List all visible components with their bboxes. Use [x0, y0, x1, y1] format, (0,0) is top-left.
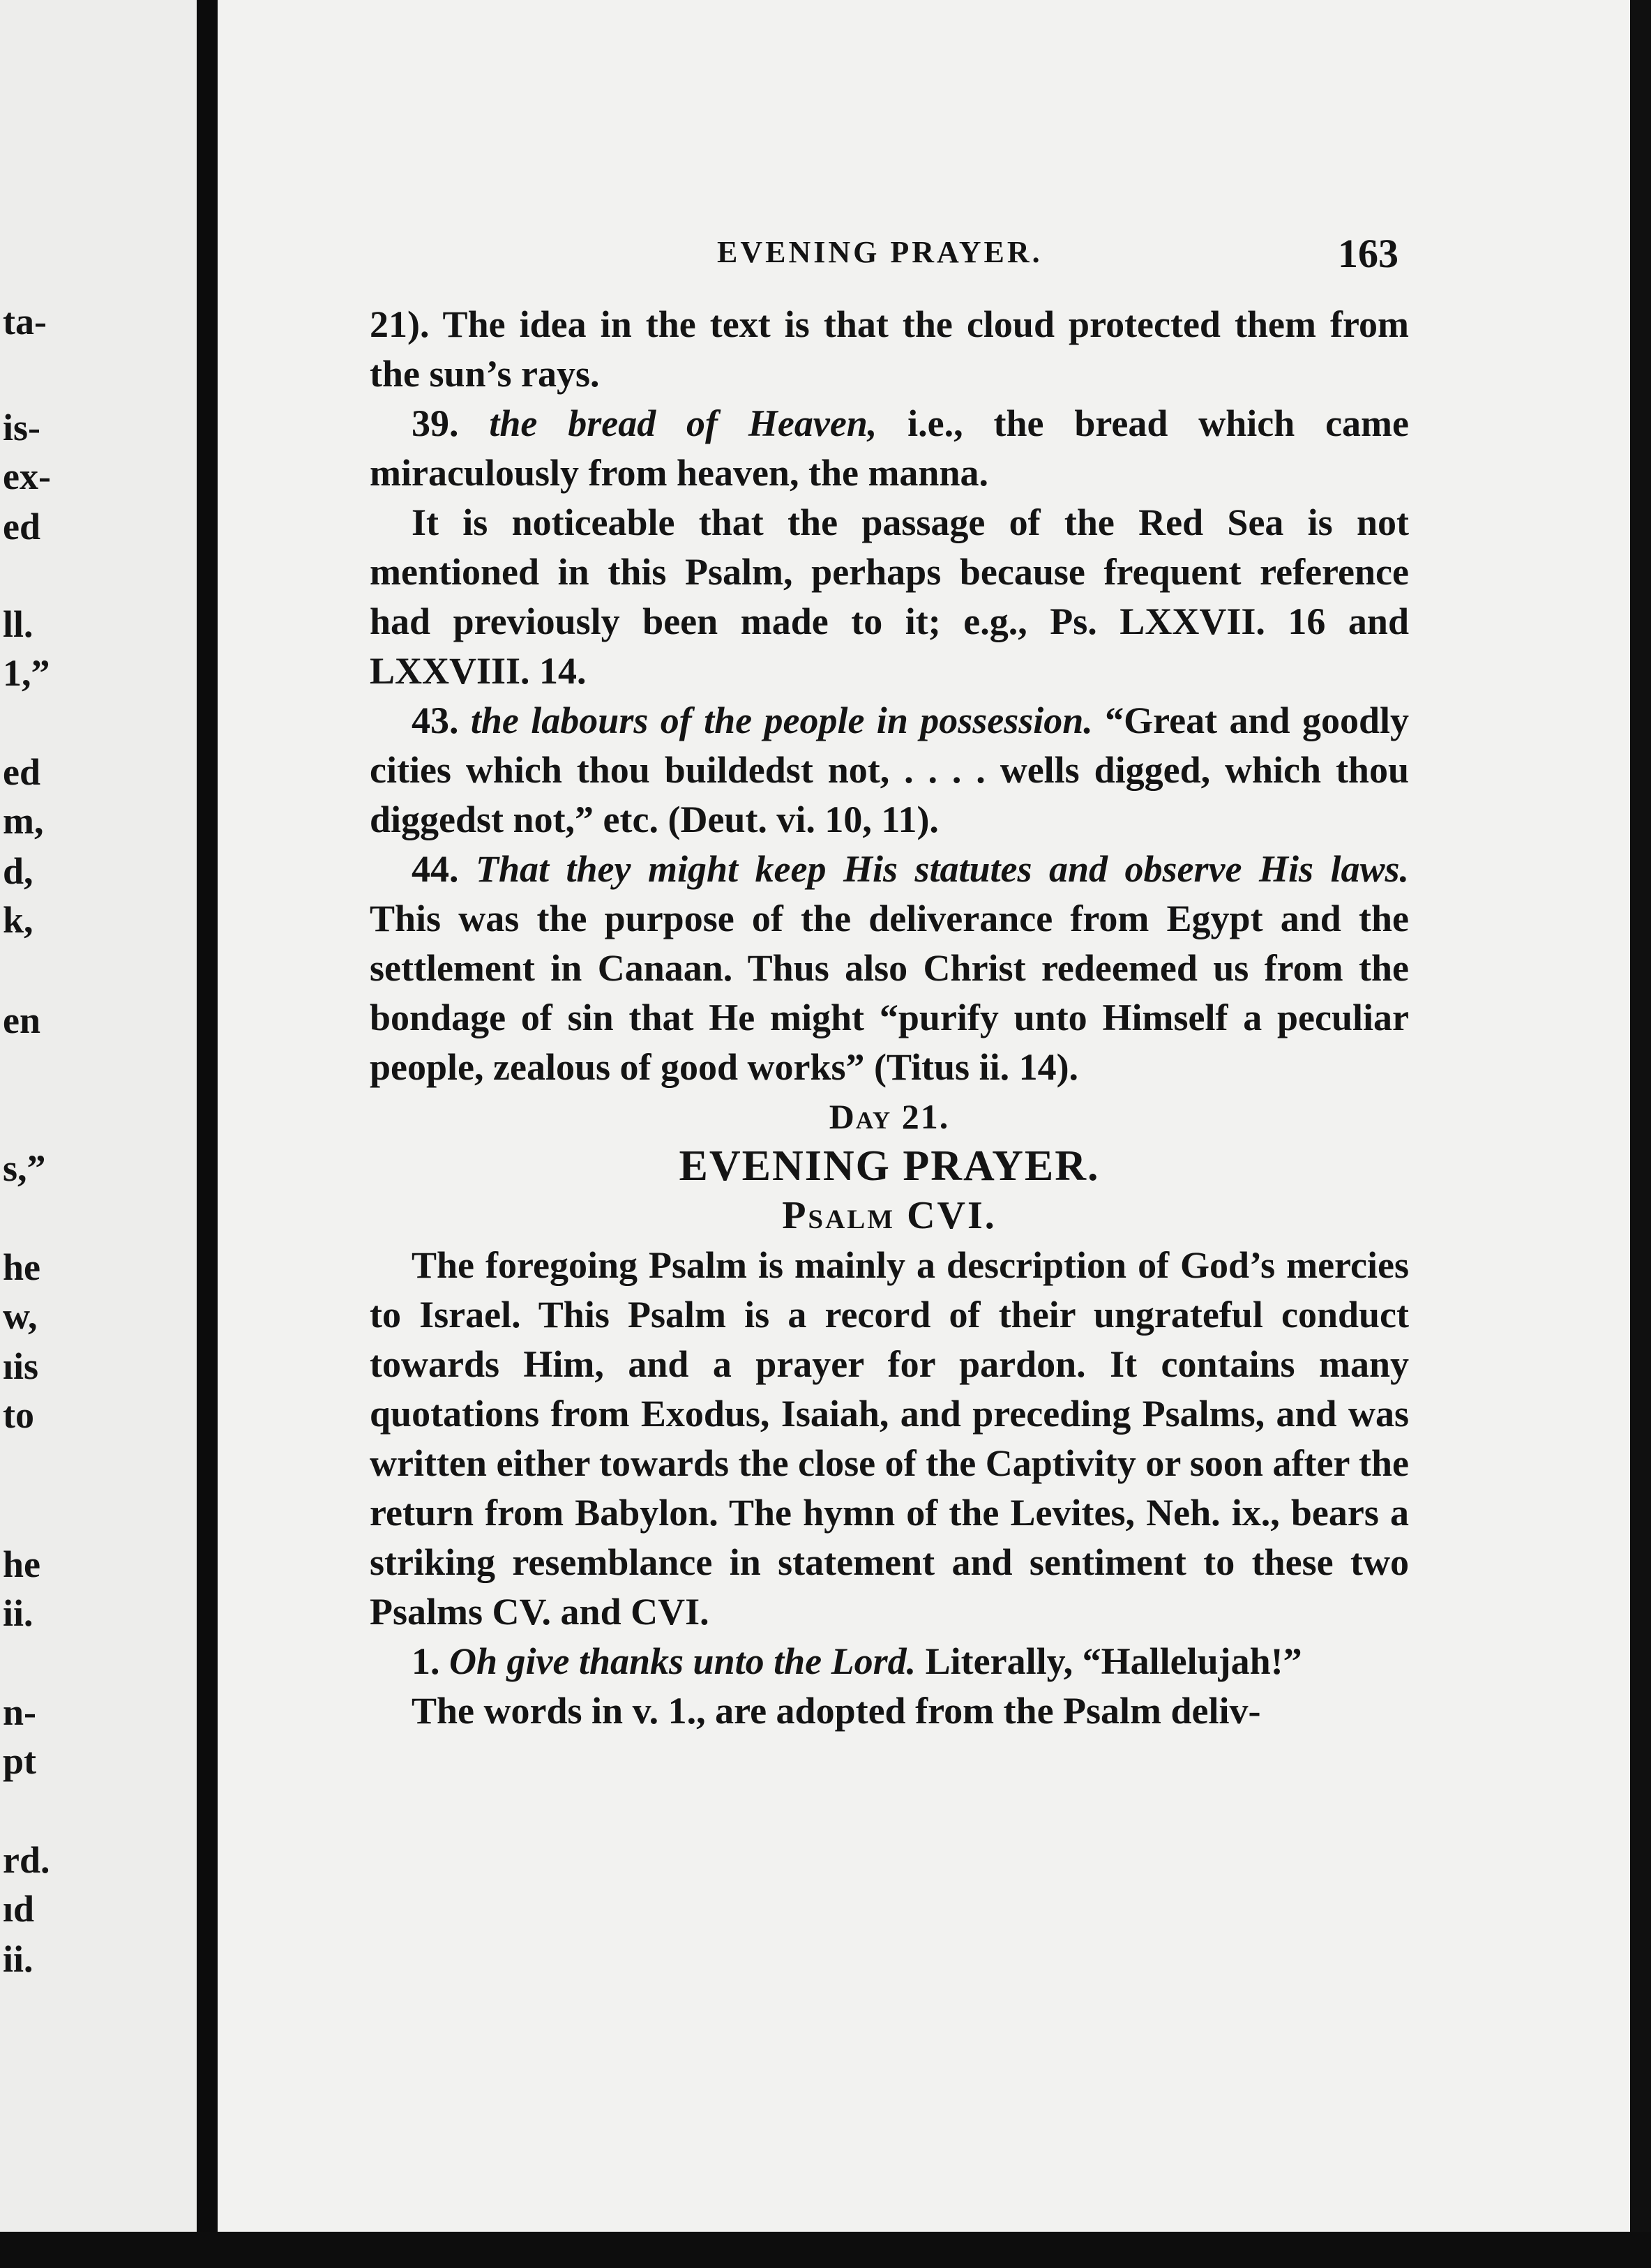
note-number: 44.	[412, 848, 459, 890]
facing-page-fragment: d,	[3, 850, 33, 892]
book-gutter	[197, 0, 218, 2268]
note-text: This was the purpose of the deliverance from Egypt and the settlement in Canaan. Thus also Christ redeemed us from the bondage of sin that He might “purify unto Himself a peculiar people, zealous of good works” (Titus ii. 14).	[370, 898, 1409, 1088]
facing-page-fragment: ed	[3, 751, 40, 793]
facing-page-fragment: ex-	[3, 455, 51, 497]
note-text: “Great and goodly cities which thou buildedst not, . . . . wells digged, which thou diggedst not,” etc. (Deut. vi. 10, 11).	[370, 700, 1409, 840]
psalm-introduction: The foregoing Psalm is mainly a description of God’s mercies to Israel. This Psalm is a record of their ungrateful conduct towards Him, and a prayer for pardon. It contains many quotations from Exodus, Isaiah, and preceding Psalms, and was written either towards the close of the Captivity or soon after the return from Babylon. The hymn of the Levites, Neh. ix., bears a striking resemblance in statement and sentiment to these two Psalms CV. and CVI.	[370, 1244, 1409, 1633]
note-term: the labours of the people in possession.	[470, 700, 1093, 741]
page-number: 163	[1338, 231, 1399, 276]
facing-page-fragment: he	[3, 1543, 40, 1585]
running-title: EVENING PRAYER.	[717, 235, 1043, 269]
note-text: i.e., the bread which came miraculously from heaven, the manna.	[370, 402, 1410, 494]
facing-page-fragment: s,”	[3, 1147, 46, 1189]
note-43	[370, 696, 1409, 845]
facing-page-fragment: is-	[3, 407, 40, 448]
facing-page-fragment: rd.	[3, 1839, 50, 1881]
note-number: 39.	[412, 402, 459, 444]
facing-page-fragment: to	[3, 1394, 34, 1436]
facing-page-fragment: k,	[3, 899, 33, 941]
facing-page-fragment: m,	[3, 800, 44, 842]
paragraph-continuation: 21). The idea in the text is that the cloud protected them from the sun’s rays.	[370, 303, 1409, 395]
facing-page-fragment: w,	[3, 1295, 38, 1337]
scan-right-edge	[1630, 0, 1651, 2268]
psalm-title: Psalm CVI.	[782, 1194, 997, 1237]
note-39	[370, 399, 1409, 498]
note-term: Oh give thanks unto the Lord.	[449, 1640, 917, 1682]
page-text	[370, 300, 1409, 1736]
facing-page-fragment: n-	[3, 1691, 37, 1733]
note-44	[370, 845, 1409, 1092]
paragraph-last: The words in v. 1., are adopted from the Psalm deliv-	[412, 1690, 1261, 1732]
facing-page-fragment: ll.	[3, 603, 33, 645]
running-head	[218, 230, 1630, 279]
facing-page-fragment: en	[3, 999, 40, 1041]
facing-page-fragment: ıd	[3, 1888, 35, 1930]
book-page	[218, 0, 1630, 2232]
facing-page-edge	[0, 0, 197, 2268]
note-1	[370, 1637, 1409, 1686]
note-number: 43.	[412, 700, 459, 741]
facing-page-fragment: ıis	[3, 1345, 39, 1387]
facing-page-fragment: 1,”	[3, 652, 50, 694]
facing-page-fragment: he	[3, 1246, 40, 1288]
scan-bottom-edge	[0, 2232, 1651, 2268]
paragraph-red-sea: It is noticeable that the passage of the Red Sea is not mentioned in this Psalm, perhaps because frequent reference had previously been made to it; e.g., Ps. LXXVII. 16 and LXXVIII. 14.	[370, 501, 1409, 692]
facing-page-fragment: ii.	[3, 1938, 33, 1980]
section-title: EVENING PRAYER.	[679, 1142, 1100, 1190]
note-text: Literally, “Hallelujah!”	[916, 1640, 1302, 1682]
note-term: the bread of Heaven,	[489, 402, 877, 444]
facing-page-fragment: ii.	[3, 1592, 33, 1634]
note-number: 1.	[412, 1640, 440, 1682]
facing-page-fragment: ta-	[3, 301, 47, 342]
facing-page-fragment: pt	[3, 1740, 37, 1782]
day-label: Day 21.	[829, 1097, 950, 1136]
facing-page-fragment: ed	[3, 506, 40, 547]
note-term: That they might keep His statutes and observe His laws.	[476, 848, 1410, 890]
